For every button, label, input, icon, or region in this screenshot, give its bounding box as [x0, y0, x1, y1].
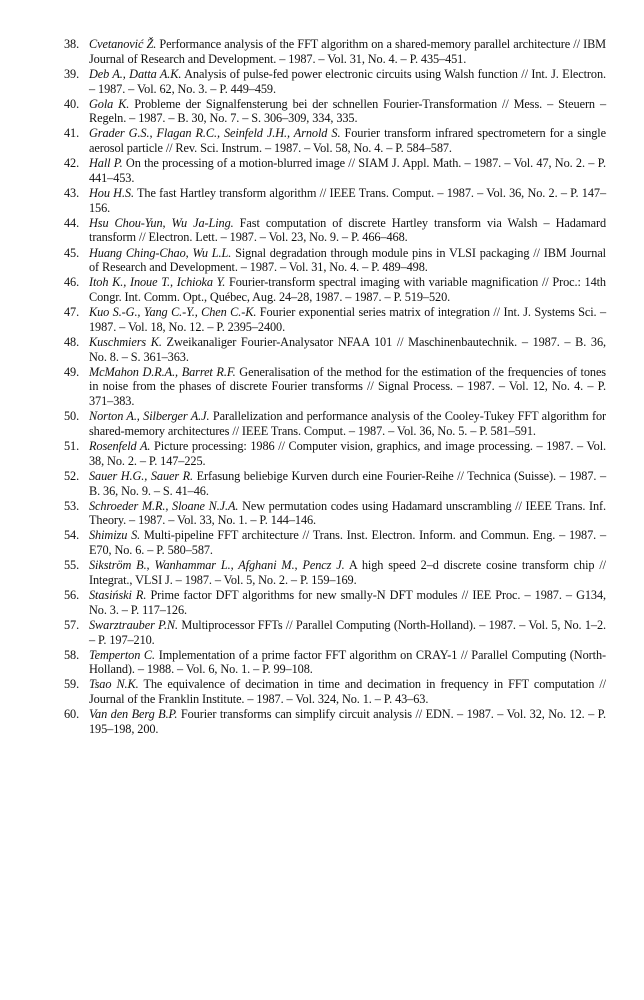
reference-entry	[64, 648, 606, 677]
reference-authors: Grader G.S., Flagan R.C., Seinfeld J.H., Arnold S.	[89, 126, 341, 141]
reference-number: 44.	[64, 215, 80, 230]
reference-authors: Shimizu S.	[89, 528, 141, 543]
reference-number: 58.	[64, 647, 80, 662]
reference-entry	[64, 97, 606, 126]
reference-number: 51.	[64, 439, 80, 454]
reference-number: 59.	[64, 677, 80, 692]
reference-authors: Hou H.S.	[89, 185, 134, 200]
reference-entry	[64, 558, 606, 587]
reference-authors: Tsao N.K.	[89, 677, 139, 692]
reference-citation: On the processing of a motion-blurred image // SIAM J. Appl. Math. – 1987. – Vol. 47, No. 2. – P. 441–453.	[89, 156, 606, 185]
reference-number: 53.	[64, 498, 80, 513]
reference-entry	[64, 216, 606, 245]
reference-authors: Schroeder M.R., Sloane N.J.A.	[89, 498, 239, 513]
reference-authors: Van den Berg B.P.	[89, 707, 178, 722]
reference-authors: Temperton C.	[89, 647, 156, 662]
reference-number: 48.	[64, 334, 80, 349]
reference-authors: Kuschmiers K.	[89, 334, 162, 349]
reference-citation: A high speed 2–d discrete cosine transform chip // Integrat., VLSI J. – 1987. – Vol. 5, No. 2. – P. 159–169.	[89, 558, 606, 587]
reference-citation: Parallelization and performance analysis of the Cooley-Tukey FFT algorithm for shared-memory architectures // IEEE Trans. Comput. – 1987. – Vol. 36, No. 5. – P. 581–591.	[89, 409, 606, 438]
reference-citation: Multi-pipeline FFT architecture // Trans. Inst. Electron. Inform. and Commun. Eng. – 1987. – E70, No. 6. – P. 580–587.	[89, 528, 606, 558]
reference-citation: Analysis of pulse-fed power electronic circuits using Walsh function // Int. J. Electron. – 1987. – Vol. 62, No. 3. – P. 449–459.	[89, 66, 606, 96]
reference-citation: Picture processing: 1986 // Computer vision, graphics, and image processing. – 1987. – Vol. 38, No. 2. – P. 147–225.	[89, 439, 606, 468]
reference-citation: Signal degradation through module pins in VLSI packaging // IBM Journal of Research and Development. – 1987. – Vol. 31, No. 4. – P. 489–498.	[89, 245, 606, 275]
reference-entry	[64, 365, 606, 409]
reference-entry	[64, 335, 606, 364]
reference-entry	[64, 305, 606, 334]
reference-entry	[64, 126, 606, 155]
reference-authors: Deb A., Datta A.K.	[89, 66, 182, 81]
reference-number: 45.	[64, 245, 80, 260]
reference-entry	[64, 67, 606, 96]
reference-entry	[64, 439, 606, 468]
reference-citation: The equivalence of decimation in time and decimation in frequency in FFT computation // Journal of the Franklin Institute. – 1987. – Vol. 324, No. 1. – P. 43–63.	[89, 677, 606, 707]
reference-number: 55.	[64, 558, 80, 573]
reference-citation: Fourier-transform spectral imaging with variable magnification // Proc.: 14th Congr. Int. Comm. Opt., Québec, Aug. 24–28, 1987. – 1987. – P. 519–520.	[89, 275, 606, 305]
reference-entry	[64, 707, 606, 736]
reference-number: 54.	[64, 528, 80, 543]
reference-authors: Stasiński R.	[89, 588, 147, 603]
reference-authors: Cvetanović Ž.	[89, 37, 157, 51]
reference-citation: Implementation of a prime factor FFT algorithm on CRAY-1 // Parallel Computing (North-Holland). – 1988. – Vol. 6, No. 1. – P. 99–108.	[89, 647, 606, 677]
reference-citation: Prime factor DFT algorithms for new smally-N DFT modules // IEE Proc. – 1987. – G134, No. 3. – P. 117–126.	[89, 588, 606, 617]
reference-number: 52.	[64, 468, 80, 483]
reference-authors: Hsu Chou-Yun, Wu Ja-Ling.	[89, 215, 234, 230]
reference-number: 40.	[64, 96, 80, 111]
reference-number: 56.	[64, 588, 80, 603]
reference-authors: Norton A., Silberger A.J.	[89, 409, 210, 424]
reference-number: 42.	[64, 156, 80, 171]
reference-citation: Erfasung beliebige Kurven durch eine Fourier-Reihe // Technica (Suisse). – 1987. – B. 36, No. 9. – S. 41–46.	[89, 468, 606, 498]
reference-authors: Sikström B., Wanhammar L., Afghani M., Pencz J.	[89, 558, 345, 573]
reference-authors: Kuo S.-G., Yang C.-Y., Chen C.-K.	[89, 305, 257, 320]
reference-citation: Fourier transforms can simplify circuit analysis // EDN. – 1987. – Vol. 32, No. 12. – P. 195–198, 200.	[89, 707, 606, 736]
reference-entry	[64, 246, 606, 275]
reference-authors: Sauer H.G., Sauer R.	[89, 468, 194, 483]
reference-authors: Swarztrauber P.N.	[89, 617, 179, 632]
reference-number: 49.	[64, 364, 80, 379]
reference-number: 50.	[64, 409, 80, 424]
reference-entry	[64, 528, 606, 557]
reference-citation: Multiprocessor FFTs // Parallel Computing (North-Holland). – 1987. – Vol. 5, No. 1–2. – P. 197–210.	[89, 617, 606, 647]
reference-entry	[64, 275, 606, 304]
reference-authors: Gola K.	[89, 96, 130, 111]
reference-authors: McMahon D.R.A., Barret R.F.	[89, 364, 236, 379]
reference-authors: Rosenfeld A.	[89, 439, 151, 454]
reference-number: 47.	[64, 305, 80, 320]
reference-number: 41.	[64, 126, 80, 141]
reference-citation: Generalisation of the method for the estimation of the frequencies of tones in noise from the phases of discrete Fourier transforms // Signal Process. – 1987. – Vol. 12, No. 4. – P. 371–383.	[89, 364, 606, 409]
reference-citation: New permutation codes using Hadamard unscrambling // IEEE Trans. Inf. Theory. – 1987. – Vol. 33, No. 1. – P. 144–146.	[89, 498, 606, 528]
reference-citation: The fast Hartley transform algorithm // IEEE Trans. Comput. – 1987. – Vol. 36, No. 2. – P. 147–156.	[89, 185, 606, 215]
reference-authors: Hall P.	[89, 156, 123, 171]
reference-authors: Itoh K., Inoue T., Ichioka Y.	[89, 275, 226, 290]
reference-number: 46.	[64, 275, 80, 290]
reference-entry	[64, 409, 606, 438]
reference-number: 38.	[64, 37, 80, 51]
reference-citation: Zweikanaliger Fourier-Analysator NFAA 101 // Maschinenbautechnik. – 1987. – B. 36, No. 8. – S. 361–363.	[89, 334, 606, 364]
reference-entry	[64, 499, 606, 528]
reference-number: 39.	[64, 66, 80, 81]
reference-citation: Fourier transform infrared spectrometern for a single aerosol particle // Rev. Sci. Instrum. – 1987. – Vol. 58, No. 4. – P. 584–587.	[89, 126, 606, 156]
reference-authors: Huang Ching-Chao, Wu L.L.	[89, 245, 232, 260]
reference-number: 57.	[64, 617, 80, 632]
reference-entry	[64, 156, 606, 185]
reference-citation: Probleme der Signalfensterung bei der schnellen Fourier-Transformation // Mess. – Steuern – Regeln. – 1987. – B. 30, No. 7. – S. 306–309, 334, 335.	[89, 96, 606, 126]
reference-citation: Performance analysis of the FFT algorithm on a shared-memory parallel architecture // IBM Journal of Research and Development. – 1987. – Vol. 31, No. 4. – P. 435–451.	[89, 37, 607, 66]
reference-citation: Fourier exponential series matrix of integration // Int. J. Systems Sci. – 1987. – Vol. 18, No. 12. – P. 2395–2400.	[89, 305, 606, 334]
reference-entry	[64, 37, 606, 66]
reference-list	[64, 37, 606, 737]
reference-entry	[64, 186, 606, 215]
reference-number: 60.	[64, 707, 80, 722]
reference-entry	[64, 618, 606, 647]
reference-entry	[64, 677, 606, 706]
reference-entry	[64, 588, 606, 617]
reference-number: 43.	[64, 185, 80, 200]
reference-entry	[64, 469, 606, 498]
reference-citation: Fast computation of discrete Hartley transform via Walsh – Hadamard transform // Electron. Lett. – 1987. – Vol. 23, No. 9. – P. 466–468.	[89, 215, 606, 245]
